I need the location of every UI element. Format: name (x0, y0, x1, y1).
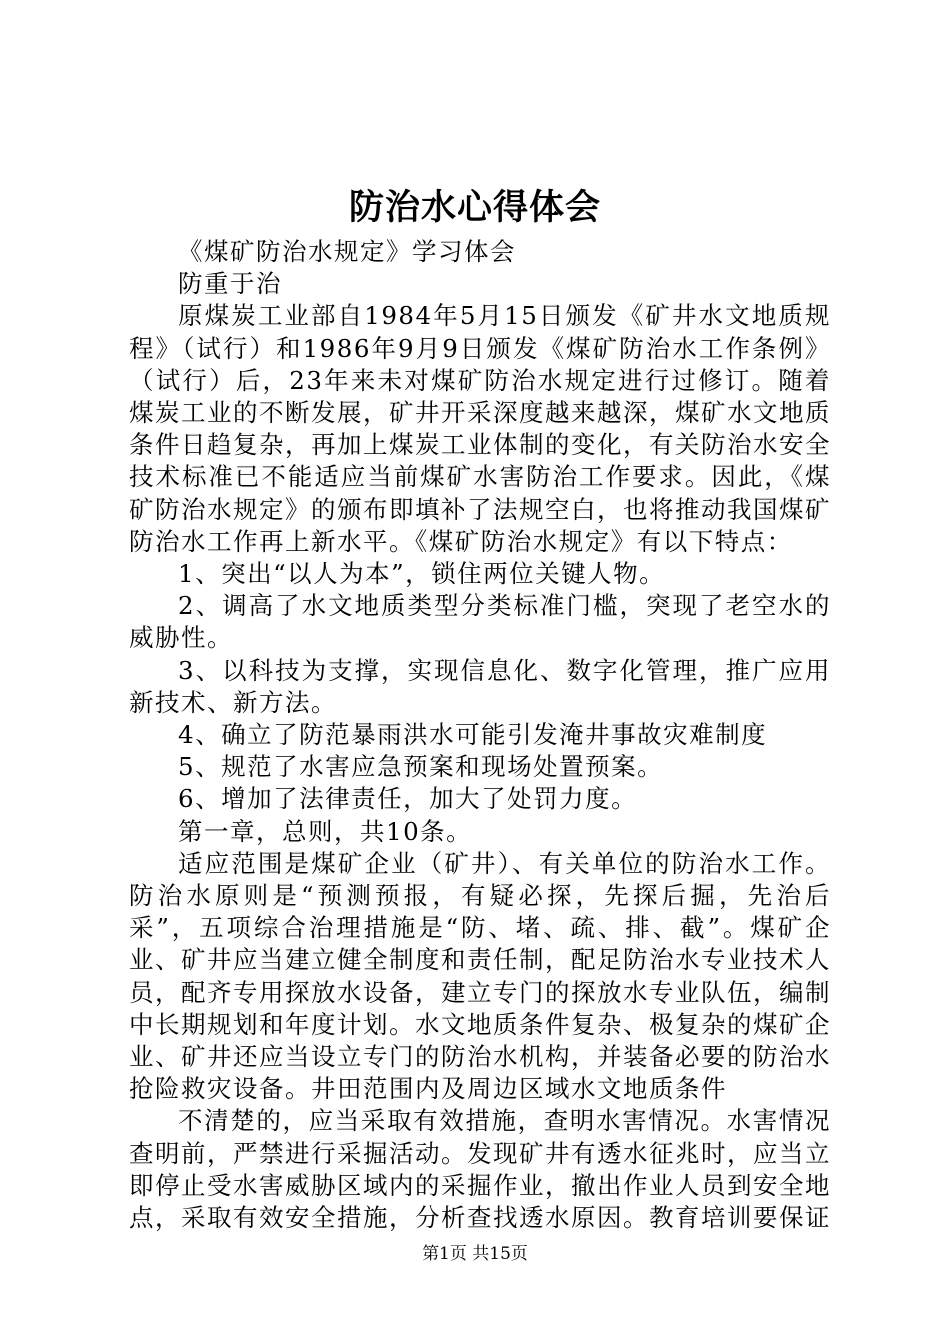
document-body (129, 236, 831, 1234)
document-title: 防治水心得体会 (348, 187, 601, 228)
list-item-paragraph: 1、突出“以人为本”，锁住两位关键人物。 (178, 559, 666, 589)
body-paragraph: 原煤炭工业部自1984年5月15日颁发《矿井水文地质规程》（试行）和1986年9月9日颁发《煤矿防治水工作条例》（试行）后，23年来未对煤矿防治水规定进行过修订。随着煤炭工业的不断发展，矿井开采深度越来越深，煤矿水文地质条件日趋复杂，再加上煤炭工业体制的变化，有关防治水安全技术标准已不能适应当前煤矿水害防治工作要求。因此，《煤矿防治水规定》的颁布即填补了法规空白，也将推动我国煤矿防治水工作再上新水平。《煤矿防治水规定》有以下特点： (129, 301, 831, 556)
list-item-paragraph: 2、调高了水文地质类型分类标准门槛，突现了老空水的威胁性。 (129, 591, 831, 653)
body-paragraph: 不清楚的，应当采取有效措施，查明水害情况。水害情况查明前，严禁进行采掘活动。发现矿井有透水征兆时，应当立即停止受水害威胁区域内的采掘作业，撤出作业人员到安全地点，采取有效安全措施，分析查找透水原因。教育培训要保证 (129, 1106, 831, 1233)
heading-paragraph: 防重于治 (178, 269, 282, 299)
list-item-paragraph: 5、规范了水害应急预案和现场处置预案。 (178, 752, 664, 782)
list-item-paragraph: 6、增加了法律责任，加大了处罚力度。 (178, 784, 638, 814)
list-item-paragraph: 3、以科技为支撑，实现信息化、数字化管理，推广应用新技术、新方法。 (129, 655, 831, 717)
subtitle-paragraph: 《煤矿防治水规定》学习体会 (178, 237, 516, 266)
list-item-paragraph: 4、确立了防范暴雨洪水可能引发淹井事故灾难制度 (178, 720, 768, 750)
body-paragraph: 适应范围是煤矿企业（矿井）、有关单位的防治水工作。防治水原则是“预测预报，有疑必探，先探后掘，先治后采”，五项综合治理措施是“防、堵、疏、排、截”。煤矿企业、矿井应当建立健全制度和责任制，配足防治水专业技术人员，配齐专用探放水设备，建立专门的探放水专业队伍，编制中长期规划和年度计划。水文地质条件复杂、极复杂的煤矿企业、矿井还应当设立专门的防治水机构，并装备必要的防治水抢险救灾设备。井田范围内及周边区域水文地质条件 (129, 848, 831, 1104)
page-number-footer: 第1页 共15页 (422, 1244, 528, 1264)
chapter-heading-paragraph: 第一章，总则，共10条。 (178, 816, 473, 846)
